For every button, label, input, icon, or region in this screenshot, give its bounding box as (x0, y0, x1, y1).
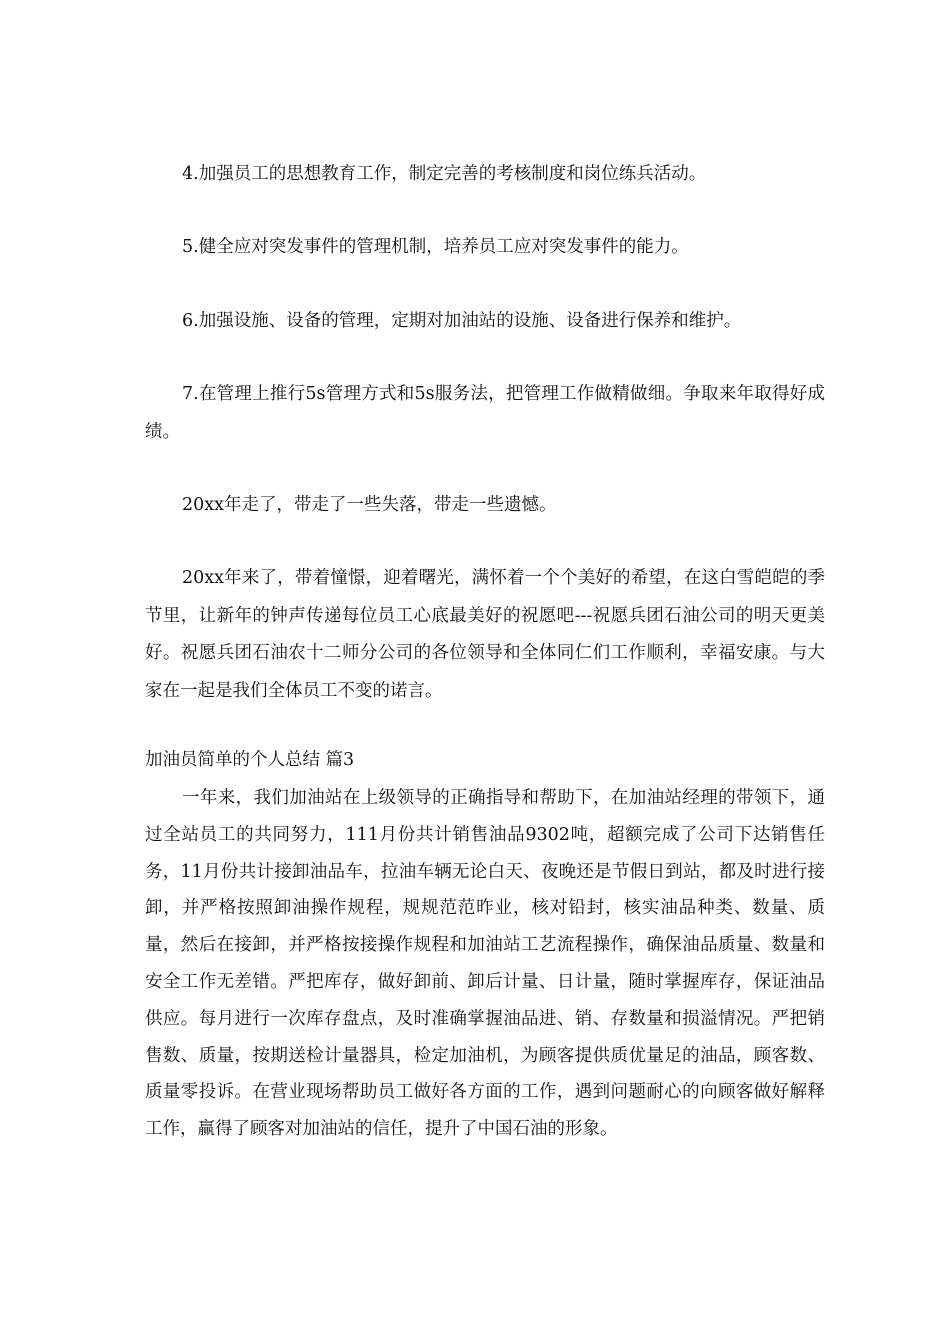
paragraph-new-year: 20xx年来了，带着憧憬，迎着曙光，满怀着一个个美好的希望，在这白雪皑皑的季节里，让新年的钟声传递每位员工心底最美好的祝愿吧---祝愿兵团石油公司的明天更美好。祝愿兵团石油农十二师分公司的各位领导和全体同仁们工作顺利，幸福安康。与大家在一起是我们全体员工不变的诺言。 (145, 568, 825, 701)
paragraph-year-end: 20xx年走了，带走了一些失落，带走一些遗憾。 (182, 495, 557, 515)
section-heading: 加油员简单的个人总结 篇3 (145, 750, 355, 770)
paragraph-item-6: 6.加强设施、设备的管理，定期对加油站的设施、设备进行保养和维护。 (182, 311, 742, 331)
section-body: 一年来，我们加油站在上级领导的正确指导和帮助下，在加油站经理的带领下，通过全站员工的共同努力，111月份共计销售油品9302吨，超额完成了公司下达销售任务，11月份共计接卸油品车，拉油车辆无论白天、夜晚还是节假日到站，都及时进行接卸，并严格按照卸油操作规程，规规范范昨业，核对铅封，核实油品种类、数量、质量，然后在接卸，并严格按接操作规程和加油站工艺流程操作，确保油品质量、数量和安全工作无差错。严把库存，做好卸前、卸后计量、日计量，随时掌握库存，保证油品供应。每月进行一次库存盘点，及时准确掌握油品进、销、存数量和损溢情况。严把销售数、质量，按期送检计量器具，检定加油机，为顾客提供质优量足的油品，顾客数、质量零投诉。在营业现场帮助员工做好各方面的工作，遇到问题耐心的向顾客做好解释工作，赢得了顾客对加油站的信任，提升了中国石油的形象。 (145, 788, 825, 1140)
paragraph-item-7: 7.在管理上推行5s管理方式和5s服务法，把管理工作做精做细。争取来年取得好成绩。 (145, 384, 825, 442)
paragraph-item-4: 4.加强员工的思想教育工作，制定完善的考核制度和岗位练兵活动。 (182, 164, 707, 184)
paragraph-item-5: 5.健全应对突发事件的管理机制，培养员工应对突发事件的能力。 (182, 237, 689, 257)
